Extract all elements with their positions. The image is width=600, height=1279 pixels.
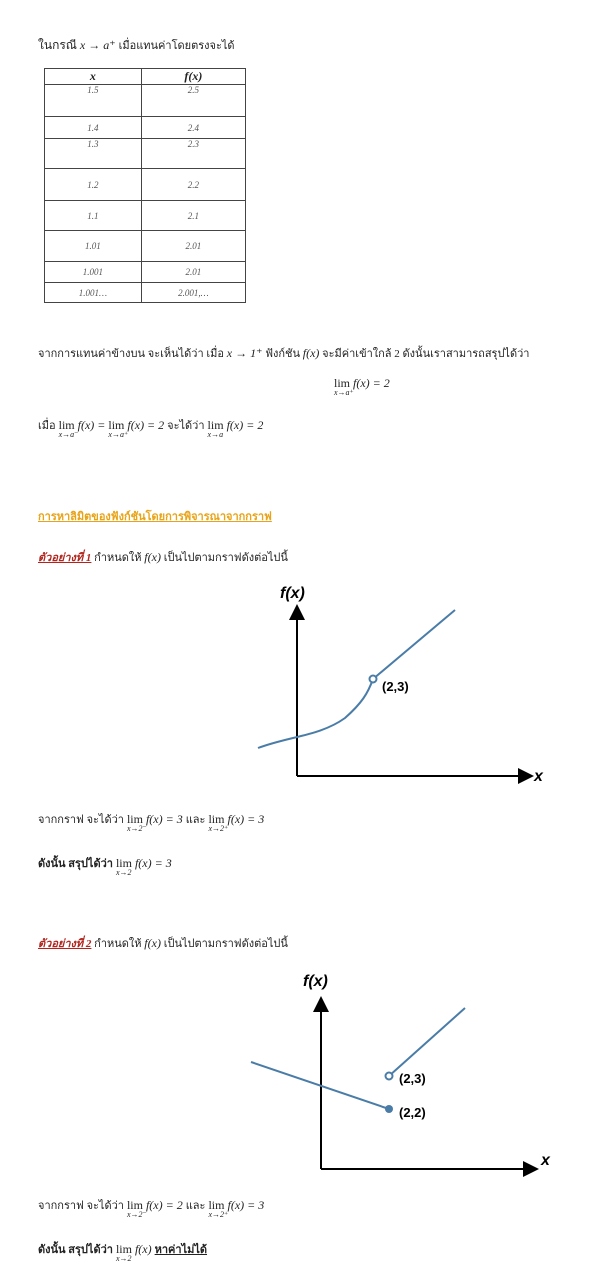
table-cell: 2.01 [141, 231, 245, 262]
table-cell: 2.5 [141, 85, 245, 117]
result-prefix: จากกราฟ จะได้ว่า [38, 814, 124, 826]
y-axis-label: f(x) [280, 585, 305, 602]
right-branch [389, 1008, 465, 1076]
limit-operator: lim x→2 [115, 856, 132, 877]
table-cell: 2.1 [141, 201, 245, 231]
limit-operator: lim x→a⁺ [108, 418, 129, 439]
conclusion-math1: x → 1⁺ [226, 346, 263, 360]
table-row [45, 139, 246, 169]
conclusion-math2: f(x) [302, 346, 320, 360]
example1-summary [38, 854, 172, 877]
limit-right-equation [334, 376, 390, 397]
table-cell: 1.4 [45, 117, 142, 139]
example2-line [38, 934, 288, 952]
conclusion-line [38, 344, 529, 362]
table-cell: 1.01 [45, 231, 142, 262]
y-axis-label: f(x) [303, 973, 328, 990]
limit-expression: f(x) = 3 [134, 856, 172, 870]
limit-operator: lim x→2⁺ [208, 812, 229, 833]
limit-expression: f(x) [134, 1242, 152, 1256]
example2-text: กำหนดให้ [94, 938, 142, 950]
curve-right [373, 610, 455, 679]
conclusion-b: ฟังก์ชัน [265, 348, 301, 360]
when-mid: จะได้ว่า [167, 420, 205, 432]
example1-label: ตัวอย่างที่ 1 [38, 552, 92, 564]
example1-suffix: เป็นไปตามกราฟดังต่อไปนี้ [163, 552, 288, 564]
conclusion-a: จากการแทนค่าข้างบน จะเห็นได้ว่า เมื่อ [38, 348, 225, 360]
table-cell: 2.001,… [141, 283, 245, 303]
table-cell: 1.001… [45, 283, 142, 303]
result-and: และ [185, 1200, 206, 1212]
table-cell: 1.001 [45, 262, 142, 283]
example2-result [38, 1196, 265, 1219]
limit-expression: f(x) = 2 [127, 418, 165, 432]
open-point-label: (2,3) [399, 1071, 426, 1086]
values-table [44, 68, 246, 303]
table-header-row [45, 69, 246, 85]
example2-label: ตัวอย่างที่ 2 [38, 938, 92, 950]
table-cell: 2.3 [141, 139, 245, 169]
summary-prefix: ดังนั้น สรุปได้ว่า [38, 1244, 113, 1256]
example2-suffix: เป็นไปตามกราฟดังต่อไปนี้ [163, 938, 288, 950]
intro-suffix: เมื่อแทนค่าโดยตรงจะได้ [118, 40, 235, 52]
intro-math: x → a⁺ [79, 38, 116, 52]
limit-expression: f(x) = 2 [226, 418, 264, 432]
summary-prefix: ดังนั้น สรุปได้ว่า [38, 858, 113, 870]
point-label: (2,3) [382, 679, 409, 694]
table-cell: 2.01 [141, 262, 245, 283]
table-row [45, 231, 246, 262]
limit-expression: f(x) = 3 [227, 812, 265, 826]
limit-operator: lim x→a [207, 418, 224, 439]
when-line [38, 416, 264, 439]
example2-summary [38, 1240, 208, 1263]
table-cell: 2.4 [141, 117, 245, 139]
limit-operator: lim x→a⁻ [58, 418, 79, 439]
x-axis-label: x [541, 1152, 550, 1169]
closed-point-label: (2,2) [399, 1105, 426, 1120]
result-and: และ [185, 814, 206, 826]
summary-verdict: หาค่าไม่ได้ [154, 1244, 208, 1256]
limit-operator: lim x→2 [115, 1242, 132, 1263]
table-row [45, 117, 246, 139]
table-cell: 1.5 [45, 85, 142, 117]
limit-expression: f(x) = 2 [353, 376, 390, 390]
table-row [45, 262, 246, 283]
table-header-fx: f(x) [141, 69, 245, 85]
open-point [386, 1073, 393, 1080]
limit-operator: lim x→2⁺ [208, 1198, 229, 1219]
table-cell: 1.1 [45, 201, 142, 231]
example2-math: f(x) [144, 936, 161, 950]
x-axis-label: x [534, 768, 543, 785]
table-header-x: x [45, 69, 142, 85]
conclusion-c: จะมีค่าเข้าใกล้ 2 ดังนั้นเราสามารถสรุปได้ว่า [322, 348, 530, 360]
limit-operator: lim x→2⁻ [126, 812, 147, 833]
example2-graph [245, 964, 565, 1179]
example1-result [38, 810, 265, 833]
limit-expression: f(x) = [77, 418, 106, 432]
section-heading: การหาลิมิตของฟังก์ชันโดยการพิจารณาจากกราฟ [38, 511, 272, 523]
table-row [45, 169, 246, 201]
limit-operator: lim x→2⁻ [126, 1198, 147, 1219]
closed-point [385, 1105, 393, 1113]
limit-expression: f(x) = 3 [227, 1198, 265, 1212]
example1-text: กำหนดให้ [94, 552, 142, 564]
limit-expression: f(x) = 2 [145, 1198, 183, 1212]
intro-line [38, 36, 235, 55]
result-prefix: จากกราฟ จะได้ว่า [38, 1200, 124, 1212]
table-cell: 1.2 [45, 169, 142, 201]
table-cell: 1.3 [45, 139, 142, 169]
table-row [45, 283, 246, 303]
table-row [45, 201, 246, 231]
limit-expression: f(x) = 3 [145, 812, 183, 826]
limit-operator: lim x→a⁺ [334, 376, 354, 397]
example1-line [38, 548, 288, 566]
example1-math: f(x) [144, 550, 161, 564]
curve-left [258, 679, 373, 748]
table-row [45, 85, 246, 117]
example1-graph [250, 578, 560, 788]
open-point [370, 676, 377, 683]
when-prefix: เมื่อ [38, 420, 56, 432]
table-cell: 2.2 [141, 169, 245, 201]
intro-text: ในกรณี [38, 38, 77, 52]
